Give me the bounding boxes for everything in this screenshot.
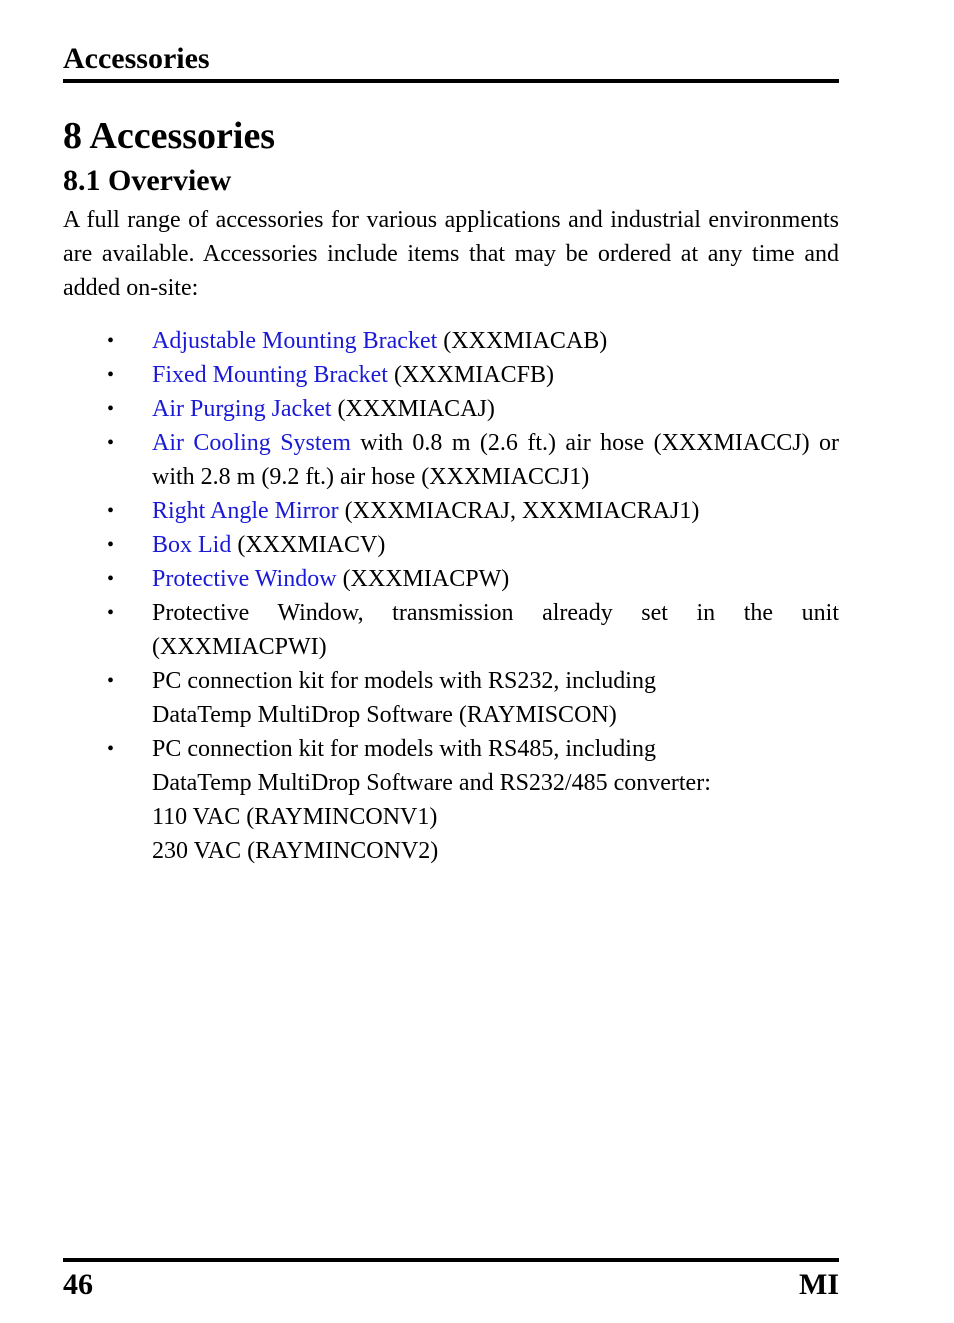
bullet-icon: •: [107, 602, 115, 624]
item-line: PC connection kit for models with RS485, including: [152, 736, 656, 762]
section-title: 8.1 Overview: [63, 164, 232, 197]
list-item: [105, 664, 839, 732]
list-item: [105, 732, 839, 868]
footer-model-label: MI: [799, 1268, 839, 1301]
item-text: (XXXMIACV): [231, 532, 386, 558]
list-item: [105, 426, 839, 494]
item-line: 110 VAC (RAYMINCONV1): [152, 804, 438, 830]
item-line: 230 VAC (RAYMINCONV2): [152, 838, 439, 864]
list-item: [105, 324, 839, 358]
item-text: with 0.8 m (2.6 ft.) air hose (XXXMIACCJ) or with 2.8 m (9.2 ft.) air hose (XXXMIACCJ1): [152, 430, 840, 490]
item-text: (XXXMIACAJ): [331, 396, 495, 422]
item-text: (XXXMIACFB): [387, 362, 554, 388]
accessories-list: [105, 324, 839, 868]
link-adjustable-mounting-bracket[interactable]: Adjustable Mounting Bracket: [152, 328, 438, 354]
link-right-angle-mirror[interactable]: Right Angle Mirror: [152, 498, 339, 524]
running-header-title: Accessories: [63, 42, 210, 75]
bullet-icon: •: [107, 738, 115, 760]
bullet-icon: •: [107, 330, 115, 352]
item-text: Protective Window, transmission already set in the unit (XXXMIACPWI): [152, 600, 839, 660]
item-line: DataTemp MultiDrop Software (RAYMISCON): [152, 702, 617, 728]
bullet-icon: •: [107, 568, 115, 590]
link-fixed-mounting-bracket[interactable]: Fixed Mounting Bracket: [152, 362, 388, 388]
footer-rule: [63, 1258, 839, 1262]
bullet-icon: •: [107, 398, 115, 420]
link-protective-window[interactable]: Protective Window: [152, 566, 337, 592]
bullet-icon: •: [107, 364, 115, 386]
item-line: DataTemp MultiDrop Software and RS232/485 converter:: [152, 770, 711, 796]
bullet-icon: •: [107, 670, 115, 692]
link-box-lid[interactable]: Box Lid: [152, 532, 232, 558]
list-item: [105, 392, 839, 426]
item-text: (XXXMIACPW): [336, 566, 510, 592]
list-item: [105, 494, 839, 528]
chapter-title: 8 Accessories: [63, 115, 276, 157]
item-text: (XXXMIACRAJ, XXXMIACRAJ1): [338, 498, 700, 524]
list-item: [105, 528, 839, 562]
item-text: (XXXMIACAB): [437, 328, 608, 354]
bullet-icon: •: [107, 534, 115, 556]
intro-paragraph: A full range of accessories for various applications and industrial environments are available. Accessories include items that may be ordered at any time and added on-site:: [63, 207, 839, 301]
bullet-icon: •: [107, 500, 115, 522]
list-item: [105, 562, 839, 596]
list-item: [105, 596, 839, 664]
link-air-purging-jacket[interactable]: Air Purging Jacket: [152, 396, 332, 422]
page-number: 46: [63, 1268, 93, 1301]
link-air-cooling-system[interactable]: Air Cooling System: [152, 430, 351, 456]
header-rule: [63, 79, 839, 83]
bullet-icon: •: [107, 432, 115, 454]
item-line: PC connection kit for models with RS232, including: [152, 668, 656, 694]
list-item: [105, 358, 839, 392]
